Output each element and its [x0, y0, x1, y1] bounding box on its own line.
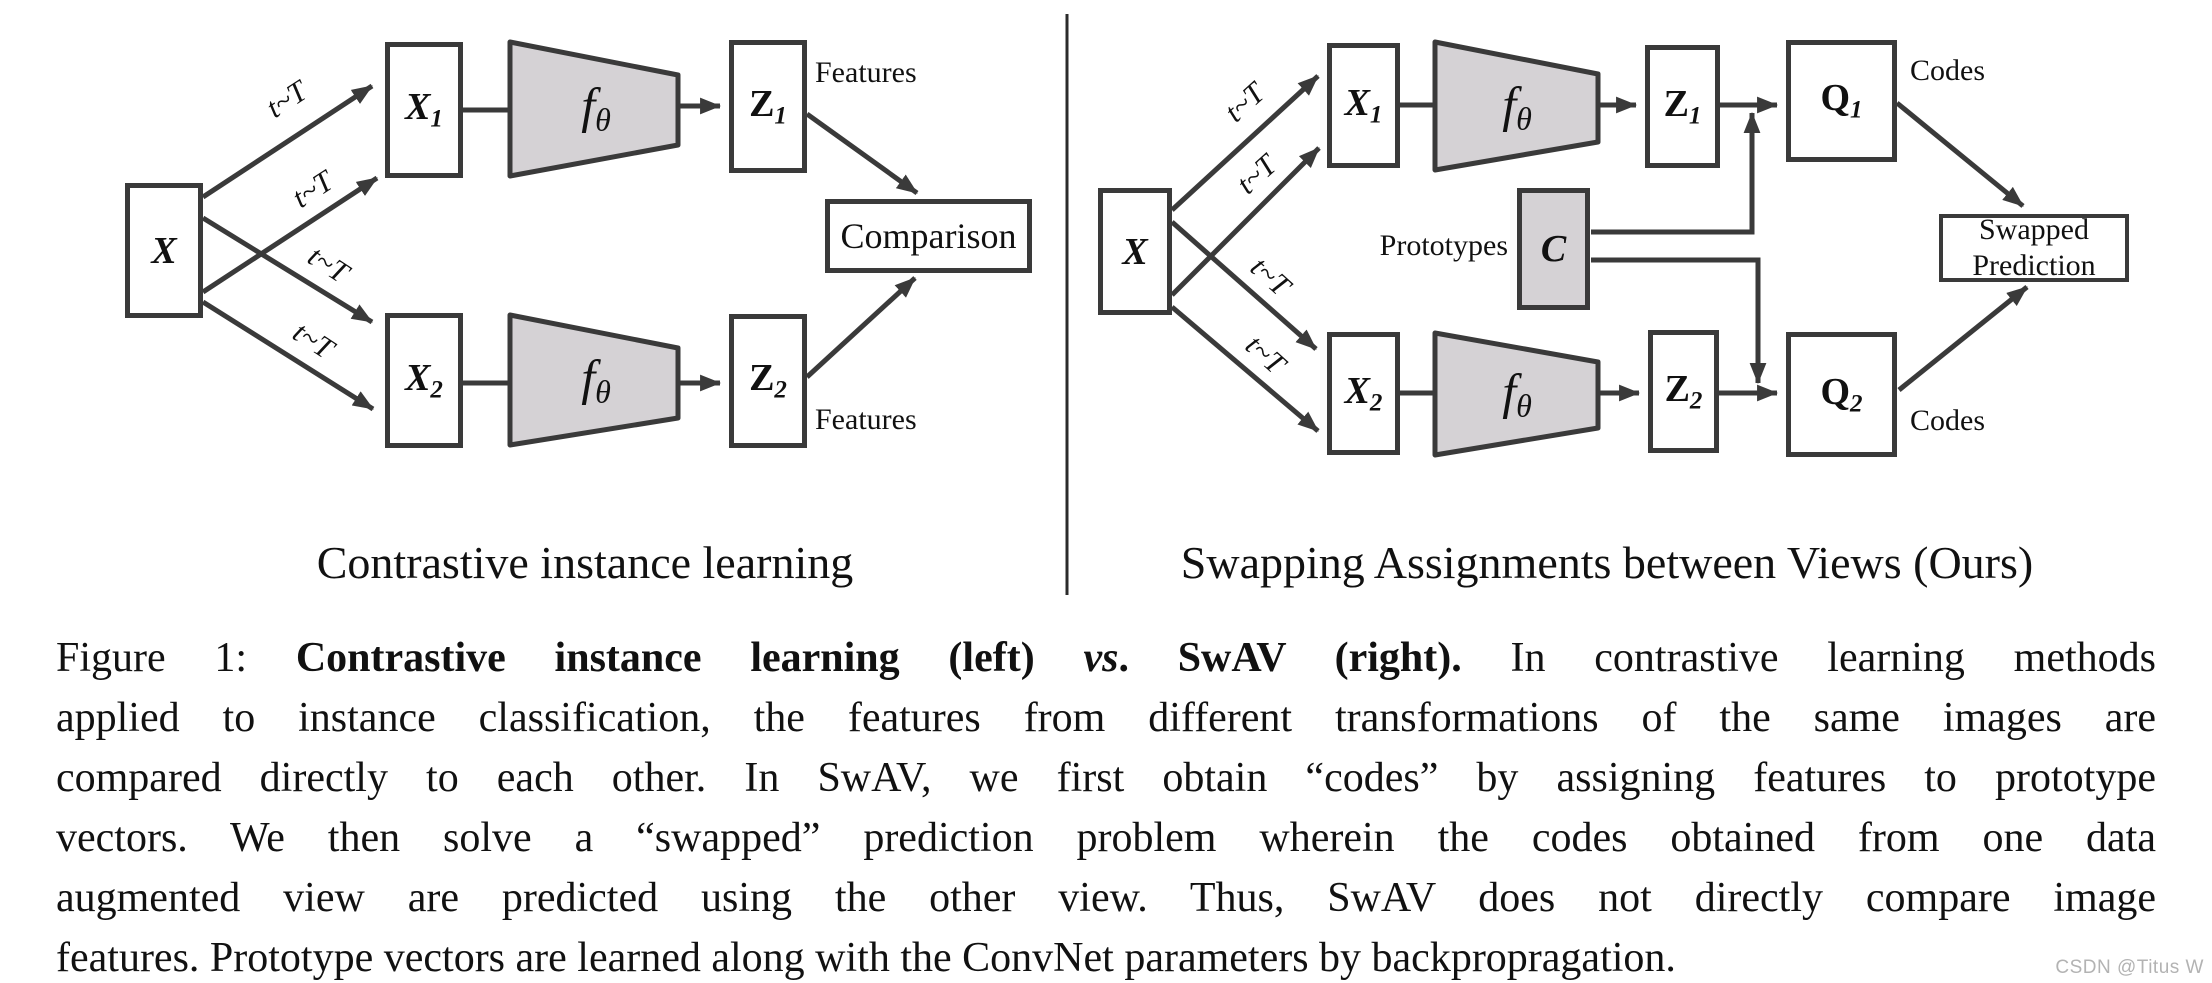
- node-z1-right: $Z_1$: [1645, 45, 1720, 168]
- node-q2: $Q_2$: [1786, 332, 1897, 457]
- node-z1-left: $Z_1$: [729, 40, 807, 173]
- prototypes-c-box: C: [1517, 188, 1590, 310]
- node-x1-left: $X_1$: [385, 42, 463, 178]
- figure-caption-line: vectors. We then solve a “swapped” prediction problem wherein the codes obtained from one data: [56, 815, 2156, 861]
- left-panel-caption: Contrastive instance learning: [316, 537, 854, 588]
- transform-label: t~T: [286, 315, 340, 366]
- right-panel-caption: Swapping Assignments between Views (Ours): [1180, 537, 2034, 588]
- figure-caption-line: compared directly to each other. In SwAV, we first obtain “codes” by assigning features to prototype: [56, 755, 2156, 801]
- transform-label: t~T: [1218, 76, 1272, 129]
- arrow: [1172, 222, 1316, 349]
- arrow: [1897, 103, 2023, 206]
- node-x2-left: $X_2$: [385, 313, 463, 448]
- figure-caption-line: Figure 1: Contrastive instance learning (left) vs. SwAV (right). In contrastive learning methods: [56, 635, 2156, 681]
- features-label-bottom: Features: [815, 403, 917, 436]
- figure-caption-line: features. Prototype vectors are learned along with the ConvNet parameters by backpropragation.: [56, 935, 1676, 981]
- arrow: [1172, 307, 1318, 431]
- figure-caption: [56, 628, 2156, 983]
- transform-label: t~T: [1243, 250, 1297, 303]
- figure-caption-line: applied to instance classification, the features from different transformations of the same images are: [56, 695, 2156, 741]
- arrow: [807, 278, 915, 377]
- transform-label: t~T: [1230, 148, 1284, 201]
- transform-label: t~T: [1238, 328, 1292, 381]
- arrow: [203, 302, 373, 409]
- node-x-right: X: [1098, 188, 1172, 315]
- transform-label: t~T: [301, 239, 355, 290]
- node-x1-right: $X_1$: [1327, 43, 1400, 168]
- swapped-prediction-box: Swapped Prediction: [1939, 214, 2129, 282]
- watermark: CSDN @Titus W: [2055, 957, 2204, 978]
- comparison-box: Comparison: [825, 199, 1032, 273]
- transform-label: t~T: [260, 74, 314, 125]
- encoder-label: $f_\theta$: [581, 77, 611, 138]
- arrow: [807, 114, 917, 193]
- prototypes-label: Prototypes: [1379, 229, 1508, 262]
- encoder-label: $f_\theta$: [1502, 76, 1532, 137]
- node-q1: $Q_1$: [1786, 40, 1897, 162]
- node-x-left: X: [125, 183, 203, 318]
- encoder-label: $f_\theta$: [1502, 363, 1532, 424]
- encoder-label: $f_\theta$: [581, 349, 611, 410]
- transform-label: t~T: [286, 164, 340, 215]
- features-label-top: Features: [815, 56, 917, 89]
- arrow: [1899, 287, 2027, 390]
- node-z2-left: $Z_2$: [729, 314, 807, 448]
- figure-caption-line: augmented view are predicted using the other view. Thus, SwAV does not directly compare image: [56, 875, 2156, 921]
- node-z2-right: $Z_2$: [1648, 330, 1719, 453]
- node-x2-right: $X_2$: [1327, 332, 1400, 455]
- codes-label-top: Codes: [1910, 54, 1985, 87]
- codes-label-bottom: Codes: [1910, 404, 1985, 437]
